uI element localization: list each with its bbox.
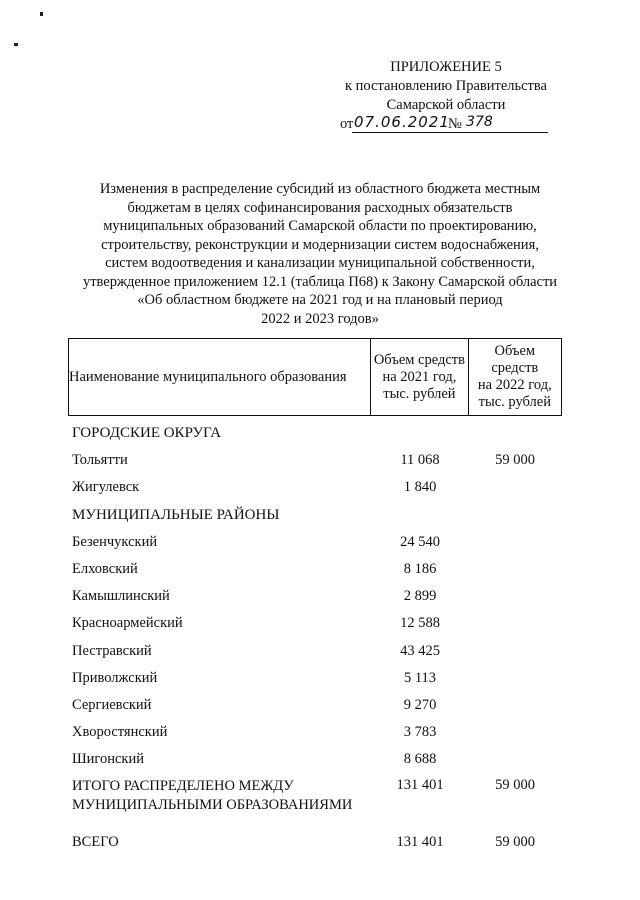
header-2021 — [371, 339, 468, 416]
signature-underline — [352, 132, 548, 133]
appendix-header — [336, 58, 556, 135]
row-name: Камышлинский — [72, 588, 170, 605]
row-name: Шигонский — [72, 751, 144, 768]
grand-total-value-2021: 131 401 — [396, 833, 444, 850]
number-label: № — [448, 116, 462, 132]
header-2022-line: на 2022 год, — [477, 377, 552, 393]
row-value-2021: 1 840 — [403, 479, 437, 496]
document-title — [50, 180, 590, 328]
header-2021-line: Объем средств — [373, 351, 465, 368]
handwritten-number: 378 — [466, 114, 493, 130]
appendix-title: ПРИЛОЖЕНИЕ 5 — [390, 59, 502, 75]
row-name: Красноармейский — [72, 615, 183, 632]
table-header-row — [69, 339, 562, 416]
scan-mark — [40, 12, 43, 16]
title-line: Изменения в распределение субсидий из областного бюджета местным — [99, 181, 541, 197]
header-2022-line: средств — [491, 360, 539, 376]
row-value-2021: 9 270 — [403, 696, 437, 713]
grand-total-row — [72, 827, 562, 857]
subsidy-table-header — [68, 338, 562, 416]
row-value-2022: 59 000 — [495, 452, 535, 469]
row-name: Хворостянский — [72, 724, 168, 741]
title-line: утвержденное приложением 12.1 (таблица П68) к Закону Самарской области — [82, 273, 558, 290]
total-row — [72, 773, 562, 821]
row-name: Безенчукский — [72, 533, 158, 550]
row-name: Пестравский — [72, 642, 152, 659]
total-value-2021: 131 401 — [396, 777, 444, 794]
row-value-2021: 3 783 — [403, 724, 437, 741]
table-row — [72, 556, 562, 583]
handwritten-date: 07.06.2021 — [354, 113, 450, 131]
grand-total-value-2022: 59 000 — [495, 833, 535, 850]
table-row — [72, 610, 562, 637]
title-line: муниципальных образований Самарской области по проектированию, — [103, 218, 537, 234]
row-value-2021: 11 068 — [400, 452, 440, 469]
appendix-line-resolution: к постановлению Правительства — [345, 78, 547, 94]
section-row-city-districts — [72, 420, 562, 447]
row-name: Жигулевск — [72, 479, 140, 496]
table-row — [72, 719, 562, 746]
section-row-municipal-districts — [72, 502, 562, 529]
scan-mark — [14, 43, 18, 46]
row-value-2021: 12 588 — [400, 615, 440, 632]
row-value-2021: 2 899 — [403, 588, 437, 605]
total-label-line: МУНИЦИПАЛЬНЫМИ ОБРАЗОВАНИЯМИ — [72, 797, 353, 814]
header-municipality: Наименование муниципального образования — [69, 339, 371, 416]
table-row — [72, 692, 562, 719]
title-line: строительству, реконструкции и модернизации систем водоснабжения, — [101, 236, 539, 253]
row-name: Приволжский — [72, 669, 158, 686]
header-2022-line: тыс. рублей — [478, 394, 551, 410]
title-line: систем водоотведения и канализации муниципальной собственности, — [105, 255, 535, 271]
row-value-2021: 5 113 — [403, 669, 437, 686]
row-value-2021: 43 425 — [400, 642, 440, 659]
row-value-2021: 8 186 — [403, 561, 437, 578]
table-row — [72, 447, 562, 474]
title-line: «Об областном бюджете на 2021 год и на плановый период — [137, 292, 503, 308]
from-label: от — [340, 116, 354, 132]
table-row — [72, 665, 562, 692]
header-2021-line: тыс. рублей — [383, 385, 456, 402]
row-value-2021: 8 688 — [403, 751, 437, 768]
header-2022 — [468, 339, 561, 416]
date-number-line — [336, 115, 556, 135]
row-name: Сергиевский — [72, 696, 152, 713]
row-name: Тольятти — [72, 452, 128, 469]
total-label — [72, 777, 372, 815]
table-body — [72, 420, 562, 857]
header-2022-line: Объем — [494, 343, 536, 359]
row-name: Елховский — [72, 561, 138, 578]
total-value-2022: 59 000 — [495, 777, 535, 794]
total-label-line: ИТОГО РАСПРЕДЕЛЕНО МЕЖДУ — [72, 778, 294, 795]
appendix-line-region: Самарской области — [386, 97, 506, 113]
title-line: 2022 и 2023 годов» — [261, 310, 379, 327]
row-value-2021: 24 540 — [400, 533, 440, 550]
table-row — [72, 746, 562, 773]
header-2021-line: на 2021 год, — [382, 368, 457, 385]
table-row — [72, 529, 562, 556]
row-name: МУНИЦИПАЛЬНЫЕ РАЙОНЫ — [72, 506, 280, 523]
table-row — [72, 583, 562, 610]
row-name: ГОРОДСКИЕ ОКРУГА — [72, 425, 222, 442]
table-row — [72, 638, 562, 665]
table-row — [72, 474, 562, 501]
grand-total-label: ВСЕГО — [72, 833, 119, 850]
title-line: бюджетам в целях софинансирования расходных обязательств — [127, 199, 513, 216]
